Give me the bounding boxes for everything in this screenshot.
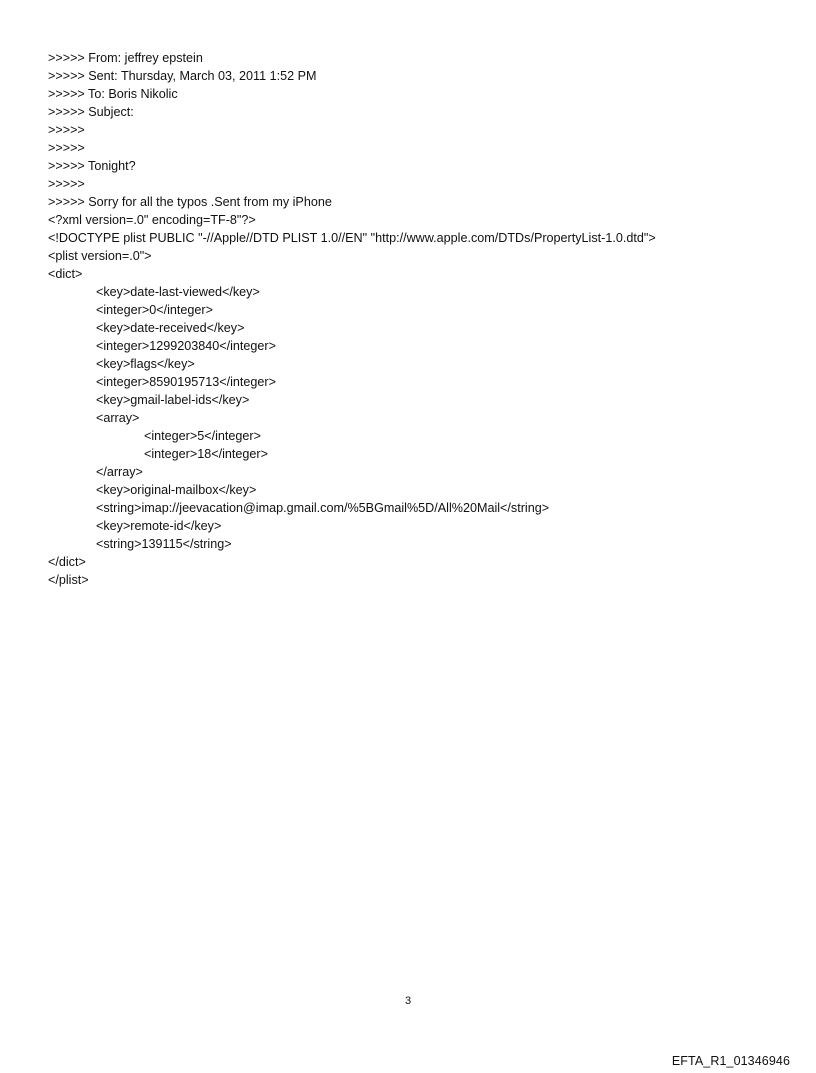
text-line: >>>>> bbox=[48, 177, 85, 191]
text-line: >>>>> bbox=[48, 141, 85, 155]
text-line: <string>imap://jeevacation@imap.gmail.com/%5BGmail%5D/All%20Mail</string> bbox=[96, 501, 550, 515]
text-line: <integer>5</integer> bbox=[144, 429, 261, 443]
text-line: <key>flags</key> bbox=[96, 357, 195, 371]
text-line: <key>remote-id</key> bbox=[96, 519, 222, 533]
text-line: <plist version=.0"> bbox=[48, 249, 152, 263]
text-line: <key>date-received</key> bbox=[96, 321, 245, 335]
text-line: <string>139115</string> bbox=[96, 537, 232, 551]
email-body bbox=[48, 49, 788, 589]
text-line: <dict> bbox=[48, 267, 83, 281]
text-line: <!DOCTYPE plist PUBLIC "-//Apple//DTD PLIST 1.0//EN" "http://www.apple.com/DTDs/PropertyList-1.0.dtd"> bbox=[48, 231, 656, 245]
text-line: <integer>18</integer> bbox=[144, 447, 268, 461]
page-number: 3 bbox=[404, 995, 412, 1007]
text-line: >>>>> Tonight? bbox=[48, 159, 136, 173]
text-line: <key>gmail-label-ids</key> bbox=[96, 393, 250, 407]
text-line: >>>>> To: Boris Nikolic bbox=[48, 87, 178, 101]
text-line: </plist> bbox=[48, 573, 89, 587]
text-line: <?xml version=.0" encoding=TF-8"?> bbox=[48, 213, 256, 227]
text-line: <integer>8590195713</integer> bbox=[96, 375, 276, 389]
text-line: >>>>> Sent: Thursday, March 03, 2011 1:52 PM bbox=[48, 69, 317, 83]
text-line: <key>date-last-viewed</key> bbox=[96, 285, 260, 299]
text-line: >>>>> From: jeffrey epstein bbox=[48, 51, 203, 65]
document-id: EFTA_R1_01346946 bbox=[671, 1054, 790, 1068]
text-line: </array> bbox=[96, 465, 143, 479]
text-line: <integer>0</integer> bbox=[96, 303, 213, 317]
text-line: >>>>> Subject: bbox=[48, 105, 134, 119]
text-line: >>>>> Sorry for all the typos .Sent from my iPhone bbox=[48, 195, 332, 209]
text-line: <array> bbox=[96, 411, 140, 425]
text-line: </dict> bbox=[48, 555, 86, 569]
text-line: <integer>1299203840</integer> bbox=[96, 339, 276, 353]
text-line: >>>>> bbox=[48, 123, 85, 137]
text-line: <key>original-mailbox</key> bbox=[96, 483, 257, 497]
